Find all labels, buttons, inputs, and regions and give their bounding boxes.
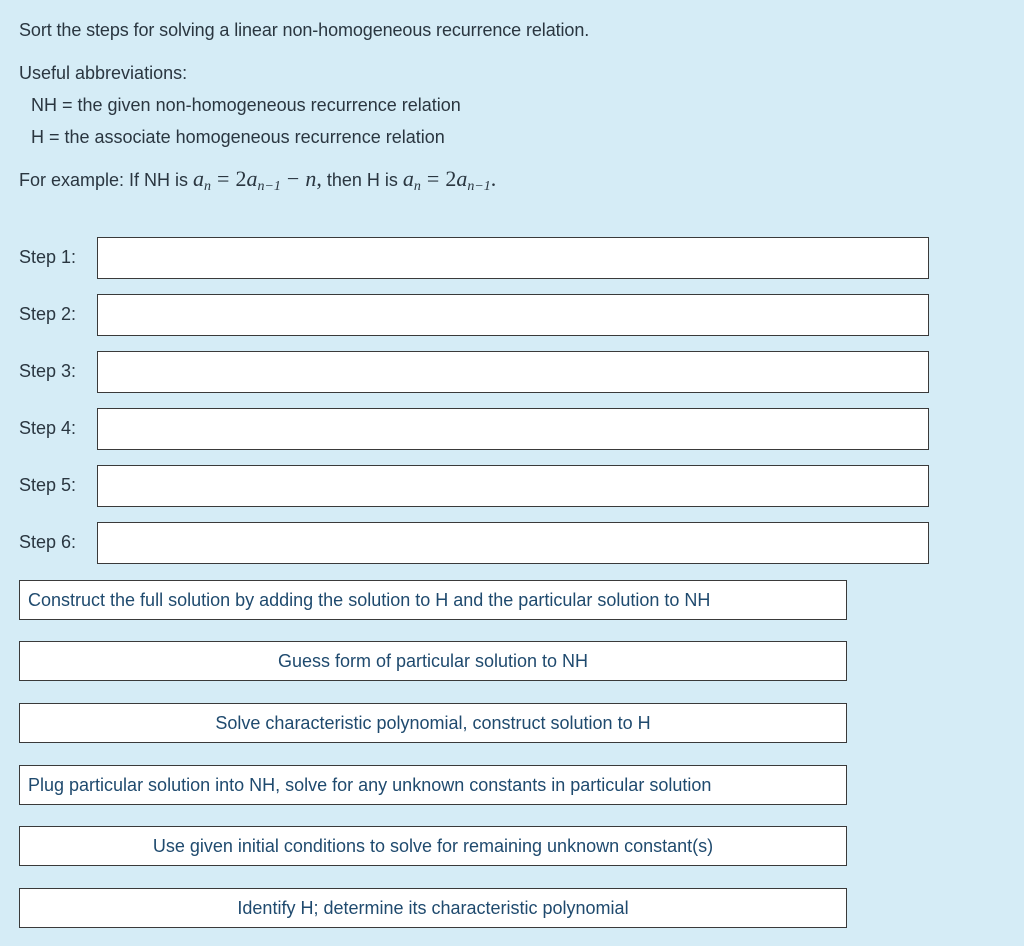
step-row-3	[19, 351, 929, 393]
example-line	[19, 166, 496, 195]
step-drop-zone-1[interactable]	[97, 237, 929, 279]
step-drop-zone-2[interactable]	[97, 294, 929, 336]
draggable-choice-5[interactable]	[19, 826, 847, 866]
step-label-6: Step 6:	[19, 532, 77, 552]
choice-label-5: Use given initial conditions to solve for remaining unknown constant(s)	[152, 835, 714, 856]
step-drop-zone-3[interactable]	[97, 351, 929, 393]
draggable-choice-1[interactable]	[19, 580, 847, 620]
example-lead: For example: If NH is	[19, 170, 194, 190]
example-middle: then H is	[321, 170, 403, 190]
abbreviation-h: H = the associate homogeneous recurrence relation	[31, 127, 445, 147]
choice-label-4: Plug particular solution into NH, solve for any unknown constants in particular solution	[28, 774, 712, 795]
choice-label-1: Construct the full solution by adding the solution to H and the particular solution to NH	[28, 589, 711, 610]
step-drop-zone-5[interactable]	[97, 465, 929, 507]
step-row-5	[19, 465, 929, 507]
step-drop-zone-4[interactable]	[97, 408, 929, 450]
step-row-2	[19, 294, 929, 336]
draggable-choice-6[interactable]	[19, 888, 847, 928]
step-drop-zone-6[interactable]	[97, 522, 929, 564]
step-label-2: Step 2:	[19, 304, 77, 324]
draggable-choice-2[interactable]	[19, 641, 847, 681]
step-label-4: Step 4:	[19, 418, 77, 438]
question-prompt: Sort the steps for solving a linear non-homogeneous recurrence relation.	[19, 20, 590, 40]
step-label-5: Step 5:	[19, 475, 77, 495]
example-h-equation: $a_n = 2a_{n-1}$.	[402, 166, 497, 194]
draggable-choice-3[interactable]	[19, 703, 847, 743]
step-row-6	[19, 522, 929, 564]
choice-label-3: Solve characteristic polynomial, construct solution to H	[215, 712, 651, 733]
choice-label-2: Guess form of particular solution to NH	[277, 650, 589, 671]
choice-label-6: Identify H; determine its characteristic polynomial	[237, 897, 629, 918]
draggable-choice-4[interactable]	[19, 765, 847, 805]
abbreviation-nh: NH = the given non-homogeneous recurrence relation	[31, 95, 461, 115]
step-label-3: Step 3:	[19, 361, 77, 381]
example-nh-equation: $a_n = 2a_{n-1} - n$,	[193, 166, 322, 194]
step-row-4	[19, 408, 929, 450]
abbreviations-heading: Useful abbreviations:	[19, 63, 188, 83]
step-row-1	[19, 237, 929, 279]
step-label-1: Step 1:	[19, 247, 77, 267]
